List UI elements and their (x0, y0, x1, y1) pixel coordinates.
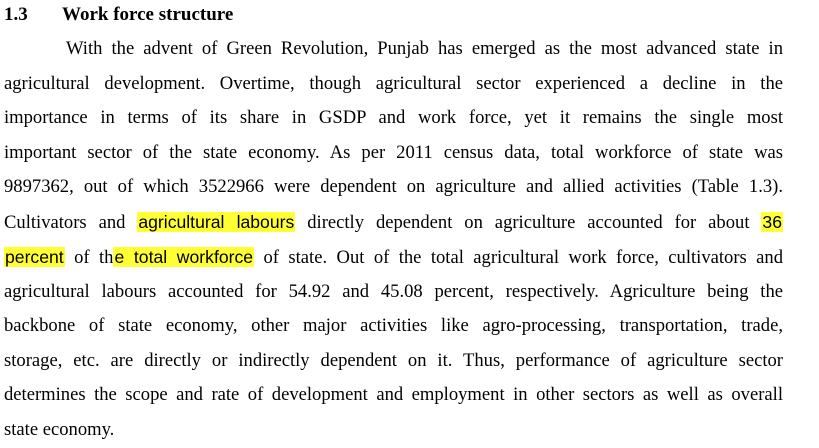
paragraph-line-12: state economy. (4, 419, 115, 440)
paragraph-line-5: 9897362, out of which 3522966 were dependent on agriculture and allied activities (Table 1.3). (4, 176, 783, 197)
highlight-36: 36 (762, 212, 782, 232)
paragraph-line-10: storage, etc. are directly or indirectly dependent on it. Thus, performance of agriculture sector (4, 350, 783, 371)
highlight-total-workforce: e total workforce (114, 247, 254, 267)
paragraph-line-9: backbone of state economy, other major activities like agro-processing, transportation, trade, (4, 315, 783, 336)
paragraph-line-3: importance in terms of its share in GSDP and work force, yet it remains the single most (4, 107, 783, 128)
highlight-agricultural-labours: agricultural labours (138, 212, 295, 232)
highlight-percent: percent (5, 247, 64, 267)
section-title: Work force structure (62, 4, 234, 25)
section-heading (4, 3, 233, 27)
paragraph-line-8: agricultural labours accounted for 54.92 and 45.08 percent, respectively. Agriculture being the (4, 281, 783, 302)
paragraph-line-11: determines the scope and rate of development and employment in other sectors as well as overall (4, 384, 783, 405)
paragraph-line-4: important sector of the state economy. As per 2011 census data, total workforce of state was (4, 142, 783, 163)
paragraph-line-2: agricultural development. Overtime, though agricultural sector experienced a decline in the (4, 73, 783, 94)
line-6-text-b: directly dependent on agriculture accounted for about (307, 212, 750, 233)
line-7-text-b: of state. Out of the total agricultural work force, cultivators and (263, 247, 784, 268)
paragraph-line-7 (4, 245, 783, 270)
line-7-text-a: of th (74, 247, 114, 268)
paragraph-line-6 (4, 210, 783, 235)
paragraph-line-1: With the advent of Green Revolution, Punjab has emerged as the most advanced state in (66, 38, 783, 59)
section-number: 1.3 (4, 4, 28, 25)
line-6-text-a: Cultivators and (4, 212, 126, 233)
